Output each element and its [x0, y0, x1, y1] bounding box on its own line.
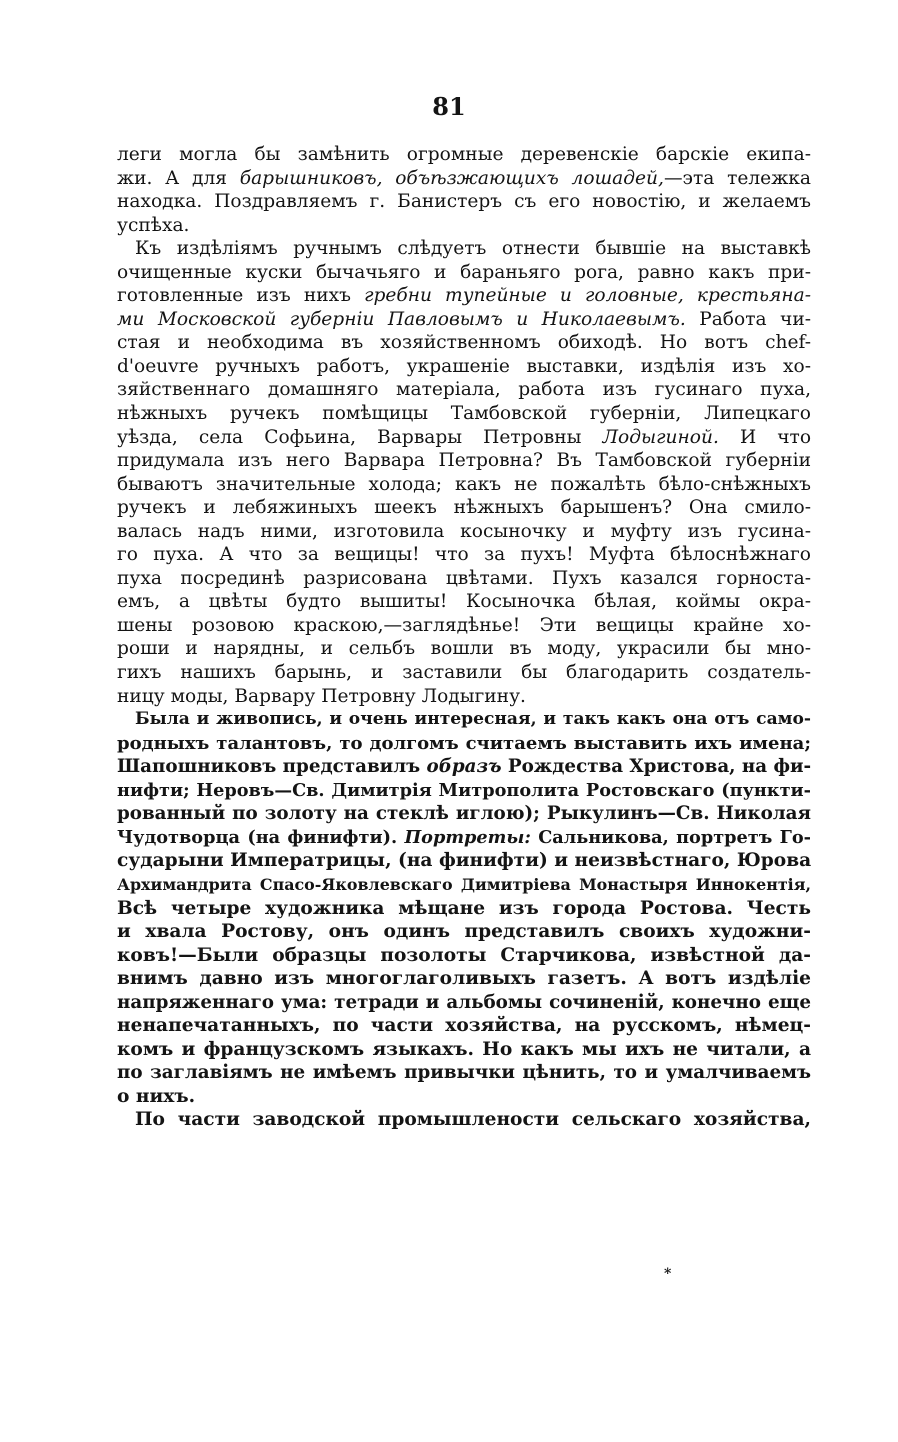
- text-line: [117, 614, 811, 638]
- italic-run: гребни тупейные и головные, крестьяна-: [364, 285, 811, 307]
- italic-run: Лодыгиной.: [602, 426, 719, 448]
- text-line: [117, 590, 811, 614]
- italic-run: барышниковъ, объѣзжающихъ лошадей,: [239, 167, 664, 189]
- text-run: го пуха. А что за вещицы! что за пухъ! Муфта бѣлоснѣжнаго: [117, 544, 811, 566]
- text-run: нѣжныхъ ручекъ помѣщицы Тамбовской губерніи, Липецкаго: [117, 403, 811, 425]
- italic-run: ми Московской губерніи Павловымъ и Николаевымъ.: [117, 308, 686, 330]
- text-line: [117, 755, 811, 779]
- text-run: валась надъ ними, изготовила косыночку и муфту изъ гусина-: [117, 520, 811, 542]
- text-line: [117, 944, 811, 968]
- text-run: бываютъ значительные холода; какъ не пожалѣть бѣло-снѣжныхъ: [117, 473, 811, 495]
- text-run: пуха посрединѣ разрисована цвѣтами. Пухъ казался горноста-: [117, 567, 811, 589]
- text-line: [117, 920, 811, 944]
- text-run: придумала изъ него Варвара Петровна? Въ Тамбовской губерніи: [117, 450, 811, 472]
- text-line: [117, 143, 811, 167]
- text-run: Къ издѣліямъ ручнымъ слѣдуетъ отнести бывшіе на выставкѣ: [135, 238, 811, 260]
- text-run: нифти; Неровъ—Св. Димитрія Митрополита Ростовскаго (пункти-: [117, 779, 811, 801]
- text-line: [117, 237, 811, 261]
- text-line: [117, 991, 811, 1015]
- text-run: и хвала Ростову, онъ одинъ представилъ своихъ художни-: [117, 921, 811, 943]
- text-run: стая и необходима въ хозяйственномъ обиходѣ. Но вотъ chef-: [117, 332, 811, 354]
- text-run: очищенные куски бычачьяго и бараньяго рога, равно какъ при-: [117, 261, 811, 283]
- text-line: [117, 496, 811, 520]
- text-line: [117, 449, 811, 473]
- text-run: жи. А для: [117, 167, 240, 189]
- text-run: ручекъ и лебяжиныхъ шеекъ нѣжныхъ барышенъ? Она смило-: [117, 497, 811, 519]
- text-run: внимъ давно изъ многоглаголивыхъ газетъ. А вотъ издѣліе: [117, 968, 811, 990]
- italic-run: Портреты:: [404, 826, 531, 848]
- text-line: [117, 331, 811, 355]
- text-run: ницу моды, Варвару Петровну Лодыгину.: [117, 685, 526, 707]
- text-line: [117, 543, 811, 567]
- text-line: [117, 637, 811, 661]
- text-run: Сальникова, портретъ Го-: [530, 826, 811, 848]
- text-run: гихъ нашихъ барынь, и заставили бы благодарить создатель-: [117, 662, 811, 684]
- italic-run: образъ: [426, 756, 502, 778]
- text-line: [117, 1108, 811, 1132]
- text-line: [117, 426, 811, 450]
- text-run: Архимандрита Спасо-Яковлевскаго Димитріева Монастыря Иннокентія,: [117, 874, 811, 894]
- text-line: [117, 167, 811, 191]
- text-run: Всѣ четыре художника мѣщане изъ города Ростова. Честь: [117, 897, 811, 919]
- text-line: [117, 708, 811, 732]
- text-run: сударыни Императрицы, (на финифти) и неизвѣстнаго, Юрова: [117, 850, 811, 872]
- text-line: [117, 732, 811, 756]
- text-line: [117, 1038, 811, 1062]
- text-line: [117, 897, 811, 921]
- text-run: ненапечатанныхъ, по части хозяйства, на русскомъ, нѣмец-: [117, 1015, 811, 1037]
- text-run: d'oeuvre ручныхъ работъ, украшеніе выставки, издѣлія изъ хо-: [117, 355, 811, 377]
- text-line: [117, 284, 811, 308]
- text-run: по заглавіямъ не имѣемъ привычки цѣнить, то и умалчиваемъ: [117, 1062, 811, 1084]
- text-run: комъ и французскомъ языкахъ. Но какъ мы ихъ не читали, а: [117, 1038, 811, 1060]
- text-line: [117, 214, 811, 238]
- text-line: [117, 308, 811, 332]
- text-run: емъ, а цвѣты будто вышиты! Косыночка бѣлая, коймы окра-: [117, 591, 811, 613]
- text-run: леги могла бы замѣнить огромные деревенскіе барскіе екипа-: [117, 144, 811, 165]
- text-run: Работа чи-: [685, 308, 811, 330]
- text-line: [117, 402, 811, 426]
- text-line: [117, 967, 811, 991]
- text-line: [117, 1061, 811, 1085]
- text-line: [117, 685, 811, 709]
- text-run: родныхъ талантовъ, то долгомъ считаемъ выставить ихъ имена;: [117, 732, 811, 754]
- text-run: о нихъ.: [117, 1085, 196, 1107]
- body-text: [117, 143, 811, 1132]
- text-run: находка. Поздравляемъ г. Банистеръ съ его новостію, и желаемъ: [117, 191, 811, 213]
- text-line: [117, 520, 811, 544]
- text-run: —эта тележка: [663, 167, 811, 189]
- text-run: Шапошниковъ представилъ: [117, 756, 427, 778]
- text-line: [117, 1085, 811, 1109]
- text-run: рованный по золоту на стеклѣ иглою); Рыкулинъ—Св. Николая: [117, 803, 811, 825]
- text-run: И что: [718, 426, 811, 448]
- text-run: напряженнаго ума: тетради и альбомы сочиненій, конечно еще: [117, 991, 811, 1013]
- text-line: [117, 873, 811, 897]
- text-line: [117, 802, 811, 826]
- text-line: [117, 261, 811, 285]
- text-run: роши и нарядны, и сельбъ вошли въ моду, украсили бы мно-: [117, 638, 811, 660]
- text-line: [117, 378, 811, 402]
- text-run: Чудотворца (на финифти).: [117, 826, 405, 848]
- text-run: готовленные изъ нихъ: [117, 285, 365, 307]
- text-line: [117, 661, 811, 685]
- text-run: Рождества Христова, на фи-: [501, 756, 811, 778]
- page-number: 81: [432, 92, 466, 121]
- text-run: ковъ!—Были образцы позолоты Старчикова, извѣстной да-: [117, 944, 811, 966]
- text-line: [117, 355, 811, 379]
- printer-mark: *: [664, 1266, 672, 1282]
- text-run: зяйственнаго домашняго матеріала, работа изъ гусинаго пуха,: [117, 379, 811, 401]
- text-run: уѣзда, села Софьина, Варвары Петровны: [117, 426, 603, 448]
- text-line: [117, 190, 811, 214]
- text-line: [117, 1014, 811, 1038]
- text-line: [117, 779, 811, 803]
- text-line: [117, 473, 811, 497]
- text-run: Была и живопись, и очень интересная, и такъ какъ она отъ само-: [135, 709, 811, 730]
- text-run: шены розовою краскою,—заглядѣнье! Эти вещицы крайне хо-: [117, 614, 811, 636]
- text-line: [117, 849, 811, 873]
- text-line: [117, 826, 811, 850]
- text-run: успѣха.: [117, 214, 190, 236]
- text-line: [117, 567, 811, 591]
- text-run: По части заводской промышлености сельскаго хозяйства,: [135, 1109, 811, 1131]
